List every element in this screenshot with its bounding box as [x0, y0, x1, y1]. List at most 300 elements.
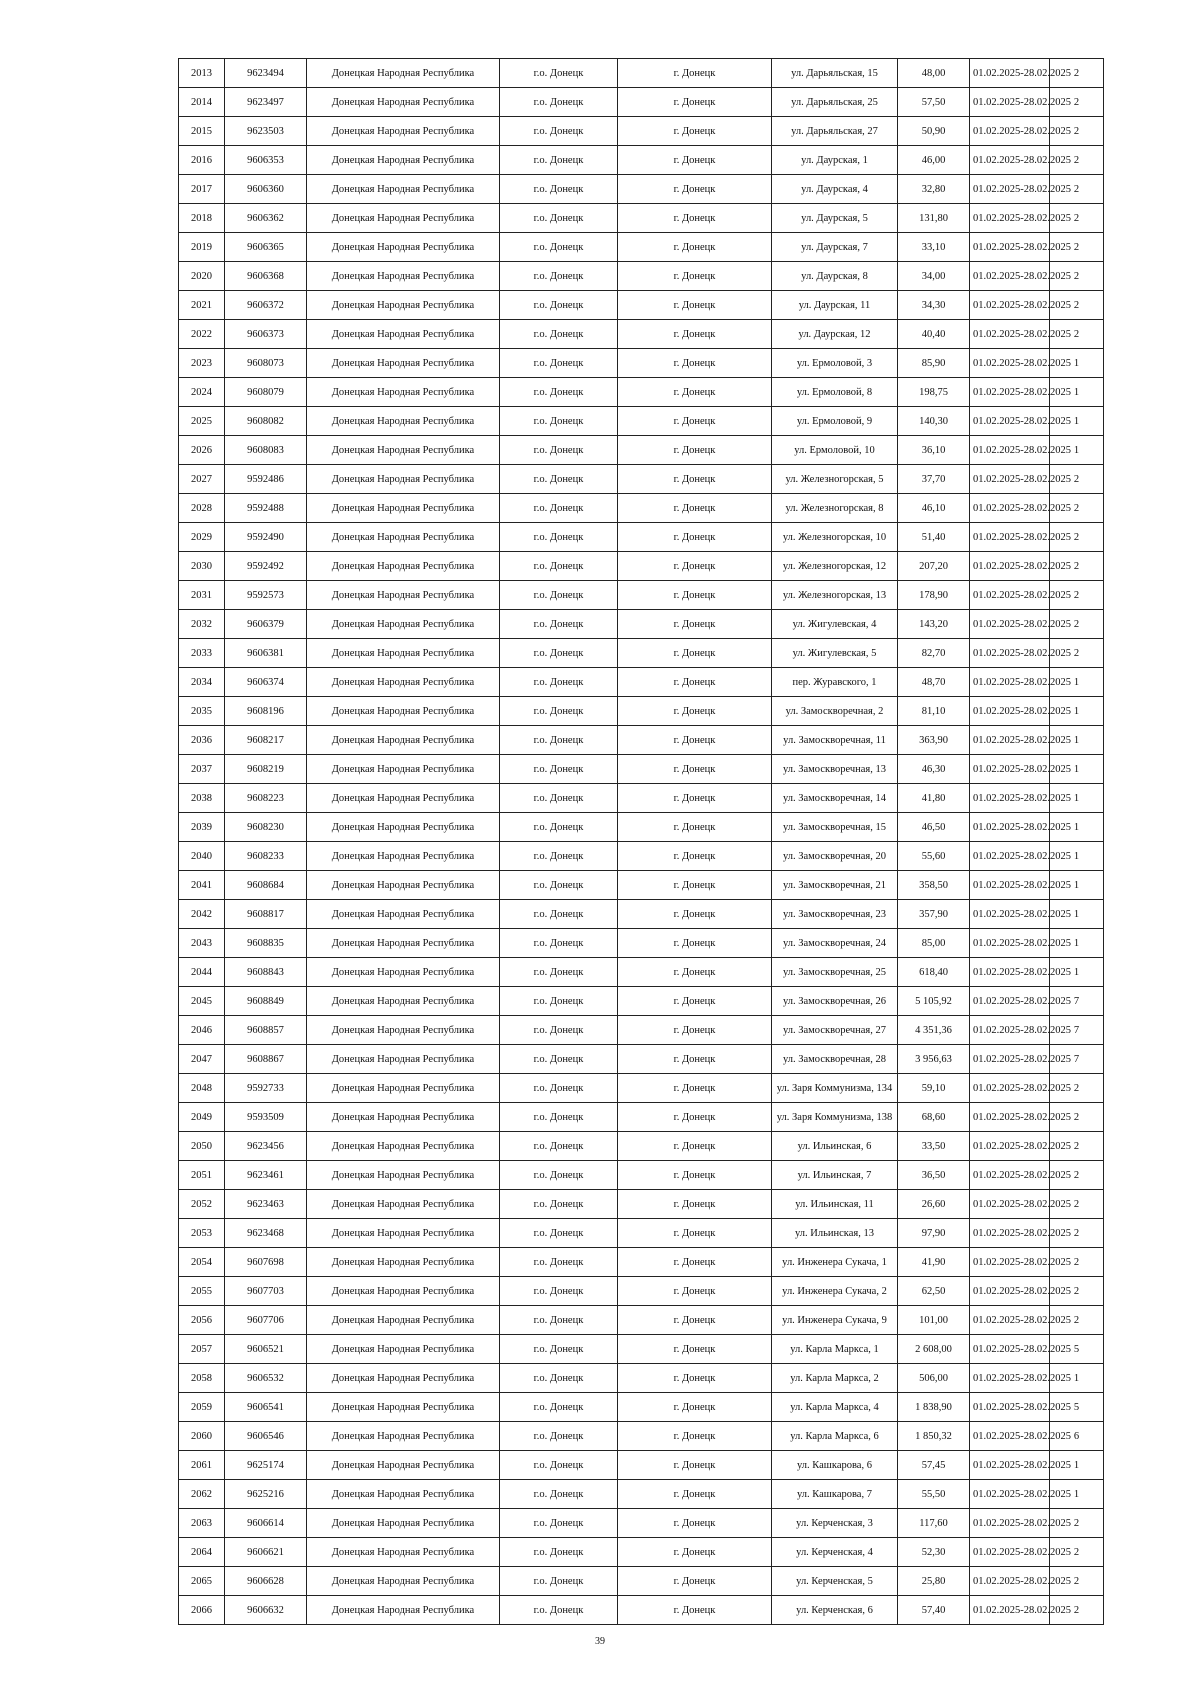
cell-region: Донецкая Народная Республика [307, 175, 500, 204]
cell-address: ул. Железногорская, 13 [772, 581, 898, 610]
cell-count: 2 [1050, 552, 1104, 581]
cell-row-index: 2056 [179, 1306, 225, 1335]
cell-region: Донецкая Народная Республика [307, 1219, 500, 1248]
cell-area: 143,20 [898, 610, 970, 639]
cell-object-id: 9623461 [225, 1161, 307, 1190]
cell-count: 2 [1050, 1248, 1104, 1277]
cell-period: 01.02.2025-28.02.2025 [970, 1306, 1050, 1335]
cell-area: 207,20 [898, 552, 970, 581]
cell-area: 41,90 [898, 1248, 970, 1277]
table-row [179, 1045, 1104, 1074]
cell-row-index: 2064 [179, 1538, 225, 1567]
cell-row-index: 2042 [179, 900, 225, 929]
cell-address: ул. Инженера Сукача, 2 [772, 1277, 898, 1306]
cell-city: г. Донецк [618, 117, 772, 146]
cell-area: 59,10 [898, 1074, 970, 1103]
cell-count: 2 [1050, 233, 1104, 262]
cell-object-id: 9606614 [225, 1509, 307, 1538]
cell-address: ул. Железногорская, 5 [772, 465, 898, 494]
cell-city: г. Донецк [618, 1161, 772, 1190]
cell-city: г. Донецк [618, 697, 772, 726]
cell-object-id: 9608857 [225, 1016, 307, 1045]
cell-object-id: 9606621 [225, 1538, 307, 1567]
table-row [179, 465, 1104, 494]
page-number: 39 [595, 1636, 605, 1647]
cell-count: 1 [1050, 349, 1104, 378]
cell-city: г. Донецк [618, 1219, 772, 1248]
cell-row-index: 2022 [179, 320, 225, 349]
cell-area: 358,50 [898, 871, 970, 900]
cell-municipal-district: г.о. Донецк [500, 494, 618, 523]
cell-row-index: 2057 [179, 1335, 225, 1364]
table-row [179, 1538, 1104, 1567]
cell-city: г. Донецк [618, 175, 772, 204]
cell-row-index: 2041 [179, 871, 225, 900]
cell-object-id: 9592486 [225, 465, 307, 494]
table-row [179, 581, 1104, 610]
cell-row-index: 2060 [179, 1422, 225, 1451]
cell-count: 1 [1050, 436, 1104, 465]
cell-object-id: 9608849 [225, 987, 307, 1016]
cell-period: 01.02.2025-28.02.2025 [970, 204, 1050, 233]
cell-city: г. Донецк [618, 233, 772, 262]
cell-address: ул. Карла Маркса, 4 [772, 1393, 898, 1422]
cell-period: 01.02.2025-28.02.2025 [970, 465, 1050, 494]
cell-region: Донецкая Народная Республика [307, 1016, 500, 1045]
cell-municipal-district: г.о. Донецк [500, 900, 618, 929]
cell-period: 01.02.2025-28.02.2025 [970, 900, 1050, 929]
cell-period: 01.02.2025-28.02.2025 [970, 1161, 1050, 1190]
cell-row-index: 2026 [179, 436, 225, 465]
cell-row-index: 2013 [179, 59, 225, 88]
cell-period: 01.02.2025-28.02.2025 [970, 581, 1050, 610]
cell-address: ул. Замоскворечная, 15 [772, 813, 898, 842]
cell-municipal-district: г.о. Донецк [500, 958, 618, 987]
cell-region: Донецкая Народная Республика [307, 668, 500, 697]
table-row [179, 900, 1104, 929]
cell-municipal-district: г.о. Донецк [500, 871, 618, 900]
table-row [179, 378, 1104, 407]
cell-region: Донецкая Народная Республика [307, 407, 500, 436]
cell-period: 01.02.2025-28.02.2025 [970, 320, 1050, 349]
cell-period: 01.02.2025-28.02.2025 [970, 349, 1050, 378]
cell-area: 140,30 [898, 407, 970, 436]
cell-row-index: 2047 [179, 1045, 225, 1074]
cell-row-index: 2052 [179, 1190, 225, 1219]
cell-count: 7 [1050, 1045, 1104, 1074]
cell-count: 2 [1050, 581, 1104, 610]
cell-region: Донецкая Народная Республика [307, 784, 500, 813]
cell-row-index: 2032 [179, 610, 225, 639]
cell-area: 57,50 [898, 88, 970, 117]
cell-city: г. Донецк [618, 929, 772, 958]
cell-address: ул. Замоскворечная, 21 [772, 871, 898, 900]
cell-address: ул. Дарьяльская, 25 [772, 88, 898, 117]
cell-count: 2 [1050, 1161, 1104, 1190]
cell-object-id: 9606521 [225, 1335, 307, 1364]
cell-object-id: 9608079 [225, 378, 307, 407]
table-row [179, 1596, 1104, 1625]
cell-object-id: 9606381 [225, 639, 307, 668]
cell-row-index: 2049 [179, 1103, 225, 1132]
cell-municipal-district: г.о. Донецк [500, 1248, 618, 1277]
cell-region: Донецкая Народная Республика [307, 581, 500, 610]
cell-object-id: 9608196 [225, 697, 307, 726]
table-row [179, 1509, 1104, 1538]
cell-address: ул. Замоскворечная, 27 [772, 1016, 898, 1045]
cell-address: ул. Ермоловой, 10 [772, 436, 898, 465]
cell-object-id: 9623494 [225, 59, 307, 88]
cell-city: г. Донецк [618, 204, 772, 233]
cell-area: 46,50 [898, 813, 970, 842]
cell-area: 57,45 [898, 1451, 970, 1480]
cell-row-index: 2035 [179, 697, 225, 726]
cell-region: Донецкая Народная Республика [307, 726, 500, 755]
cell-count: 2 [1050, 1277, 1104, 1306]
cell-address: ул. Кашкарова, 7 [772, 1480, 898, 1509]
cell-count: 2 [1050, 523, 1104, 552]
cell-object-id: 9608217 [225, 726, 307, 755]
registry-body [179, 59, 1104, 1625]
cell-address: ул. Инженера Сукача, 1 [772, 1248, 898, 1277]
cell-object-id: 9625216 [225, 1480, 307, 1509]
cell-object-id: 9606379 [225, 610, 307, 639]
cell-object-id: 9592733 [225, 1074, 307, 1103]
cell-region: Донецкая Народная Республика [307, 262, 500, 291]
table-row [179, 668, 1104, 697]
cell-city: г. Донецк [618, 1364, 772, 1393]
cell-city: г. Донецк [618, 668, 772, 697]
cell-count: 2 [1050, 1103, 1104, 1132]
cell-count: 2 [1050, 1219, 1104, 1248]
cell-object-id: 9592488 [225, 494, 307, 523]
cell-region: Донецкая Народная Республика [307, 1277, 500, 1306]
cell-region: Донецкая Народная Республика [307, 349, 500, 378]
cell-city: г. Донецк [618, 146, 772, 175]
table-row [179, 349, 1104, 378]
cell-municipal-district: г.о. Донецк [500, 1190, 618, 1219]
cell-object-id: 9606374 [225, 668, 307, 697]
cell-address: ул. Даурская, 4 [772, 175, 898, 204]
cell-row-index: 2033 [179, 639, 225, 668]
cell-period: 01.02.2025-28.02.2025 [970, 233, 1050, 262]
cell-count: 1 [1050, 378, 1104, 407]
cell-region: Донецкая Народная Республика [307, 320, 500, 349]
cell-address: ул. Керченская, 5 [772, 1567, 898, 1596]
cell-city: г. Донецк [618, 581, 772, 610]
cell-area: 32,80 [898, 175, 970, 204]
cell-count: 2 [1050, 320, 1104, 349]
cell-period: 01.02.2025-28.02.2025 [970, 813, 1050, 842]
table-row [179, 1451, 1104, 1480]
cell-city: г. Донецк [618, 1132, 772, 1161]
cell-municipal-district: г.о. Донецк [500, 233, 618, 262]
document-page [178, 58, 1103, 1625]
cell-municipal-district: г.о. Донецк [500, 1277, 618, 1306]
cell-city: г. Донецк [618, 552, 772, 581]
cell-area: 46,10 [898, 494, 970, 523]
cell-city: г. Донецк [618, 1190, 772, 1219]
cell-city: г. Донецк [618, 59, 772, 88]
cell-period: 01.02.2025-28.02.2025 [970, 378, 1050, 407]
cell-city: г. Донецк [618, 291, 772, 320]
table-row [179, 726, 1104, 755]
cell-area: 36,50 [898, 1161, 970, 1190]
cell-object-id: 9606362 [225, 204, 307, 233]
table-row [179, 958, 1104, 987]
cell-period: 01.02.2025-28.02.2025 [970, 146, 1050, 175]
cell-period: 01.02.2025-28.02.2025 [970, 784, 1050, 813]
cell-region: Донецкая Народная Республика [307, 146, 500, 175]
cell-municipal-district: г.о. Донецк [500, 262, 618, 291]
cell-municipal-district: г.о. Донецк [500, 1422, 618, 1451]
cell-municipal-district: г.о. Донецк [500, 1132, 618, 1161]
cell-municipal-district: г.о. Донецк [500, 1074, 618, 1103]
cell-row-index: 2017 [179, 175, 225, 204]
cell-municipal-district: г.о. Донецк [500, 175, 618, 204]
cell-address: ул. Даурская, 8 [772, 262, 898, 291]
cell-object-id: 9606632 [225, 1596, 307, 1625]
cell-row-index: 2016 [179, 146, 225, 175]
cell-region: Донецкая Народная Республика [307, 552, 500, 581]
cell-period: 01.02.2025-28.02.2025 [970, 1074, 1050, 1103]
cell-region: Донецкая Народная Республика [307, 1248, 500, 1277]
table-row [179, 784, 1104, 813]
cell-address: ул. Керченская, 4 [772, 1538, 898, 1567]
cell-period: 01.02.2025-28.02.2025 [970, 726, 1050, 755]
cell-row-index: 2020 [179, 262, 225, 291]
cell-object-id: 9608843 [225, 958, 307, 987]
cell-row-index: 2015 [179, 117, 225, 146]
cell-count: 2 [1050, 1074, 1104, 1103]
cell-area: 1 850,32 [898, 1422, 970, 1451]
table-row [179, 59, 1104, 88]
cell-region: Донецкая Народная Республика [307, 639, 500, 668]
cell-address: ул. Замоскворечная, 24 [772, 929, 898, 958]
table-row [179, 639, 1104, 668]
cell-period: 01.02.2025-28.02.2025 [970, 523, 1050, 552]
cell-region: Донецкая Народная Республика [307, 900, 500, 929]
cell-city: г. Донецк [618, 958, 772, 987]
cell-address: ул. Заря Коммунизма, 138 [772, 1103, 898, 1132]
cell-period: 01.02.2025-28.02.2025 [970, 1045, 1050, 1074]
cell-object-id: 9606546 [225, 1422, 307, 1451]
cell-area: 1 838,90 [898, 1393, 970, 1422]
cell-region: Донецкая Народная Республика [307, 465, 500, 494]
cell-municipal-district: г.о. Донецк [500, 1480, 618, 1509]
cell-address: ул. Замоскворечная, 11 [772, 726, 898, 755]
cell-object-id: 9608684 [225, 871, 307, 900]
cell-count: 2 [1050, 1132, 1104, 1161]
cell-municipal-district: г.о. Донецк [500, 436, 618, 465]
cell-city: г. Донецк [618, 1567, 772, 1596]
cell-city: г. Донецк [618, 1596, 772, 1625]
cell-count: 1 [1050, 958, 1104, 987]
cell-municipal-district: г.о. Донецк [500, 204, 618, 233]
table-row [179, 494, 1104, 523]
cell-period: 01.02.2025-28.02.2025 [970, 1596, 1050, 1625]
cell-region: Донецкая Народная Республика [307, 871, 500, 900]
cell-address: ул. Ильинская, 13 [772, 1219, 898, 1248]
cell-area: 3 956,63 [898, 1045, 970, 1074]
cell-row-index: 2018 [179, 204, 225, 233]
cell-region: Донецкая Народная Республика [307, 929, 500, 958]
cell-row-index: 2038 [179, 784, 225, 813]
cell-region: Донецкая Народная Республика [307, 291, 500, 320]
cell-address: ул. Даурская, 12 [772, 320, 898, 349]
cell-municipal-district: г.о. Донецк [500, 1161, 618, 1190]
cell-object-id: 9607703 [225, 1277, 307, 1306]
table-row [179, 1132, 1104, 1161]
cell-municipal-district: г.о. Донецк [500, 1335, 618, 1364]
cell-period: 01.02.2025-28.02.2025 [970, 1393, 1050, 1422]
table-row [179, 291, 1104, 320]
cell-city: г. Донецк [618, 726, 772, 755]
cell-object-id: 9608867 [225, 1045, 307, 1074]
cell-address: ул. Замоскворечная, 25 [772, 958, 898, 987]
cell-city: г. Донецк [618, 610, 772, 639]
table-row [179, 697, 1104, 726]
cell-municipal-district: г.о. Донецк [500, 1509, 618, 1538]
cell-municipal-district: г.о. Донецк [500, 378, 618, 407]
cell-count: 1 [1050, 871, 1104, 900]
cell-area: 34,30 [898, 291, 970, 320]
cell-area: 25,80 [898, 1567, 970, 1596]
cell-row-index: 2063 [179, 1509, 225, 1538]
cell-municipal-district: г.о. Донецк [500, 1045, 618, 1074]
cell-count: 6 [1050, 1422, 1104, 1451]
cell-period: 01.02.2025-28.02.2025 [970, 1016, 1050, 1045]
cell-period: 01.02.2025-28.02.2025 [970, 494, 1050, 523]
cell-city: г. Донецк [618, 987, 772, 1016]
table-row [179, 204, 1104, 233]
cell-city: г. Донецк [618, 1074, 772, 1103]
cell-object-id: 9606368 [225, 262, 307, 291]
cell-region: Донецкая Народная Республика [307, 610, 500, 639]
cell-row-index: 2066 [179, 1596, 225, 1625]
cell-region: Донецкая Народная Республика [307, 1364, 500, 1393]
table-row [179, 175, 1104, 204]
cell-city: г. Донецк [618, 1103, 772, 1132]
cell-count: 2 [1050, 1509, 1104, 1538]
cell-area: 41,80 [898, 784, 970, 813]
cell-region: Донецкая Народная Республика [307, 958, 500, 987]
cell-region: Донецкая Народная Республика [307, 755, 500, 784]
cell-object-id: 9623463 [225, 1190, 307, 1219]
cell-municipal-district: г.о. Донецк [500, 784, 618, 813]
cell-area: 82,70 [898, 639, 970, 668]
cell-region: Донецкая Народная Республика [307, 1190, 500, 1219]
cell-period: 01.02.2025-28.02.2025 [970, 639, 1050, 668]
cell-municipal-district: г.о. Донецк [500, 668, 618, 697]
cell-row-index: 2051 [179, 1161, 225, 1190]
cell-period: 01.02.2025-28.02.2025 [970, 871, 1050, 900]
cell-area: 36,10 [898, 436, 970, 465]
cell-city: г. Донецк [618, 842, 772, 871]
cell-period: 01.02.2025-28.02.2025 [970, 552, 1050, 581]
cell-count: 1 [1050, 1451, 1104, 1480]
cell-area: 81,10 [898, 697, 970, 726]
cell-region: Донецкая Народная Республика [307, 1567, 500, 1596]
cell-municipal-district: г.о. Донецк [500, 117, 618, 146]
cell-count: 1 [1050, 726, 1104, 755]
cell-period: 01.02.2025-28.02.2025 [970, 1538, 1050, 1567]
cell-address: ул. Замоскворечная, 2 [772, 697, 898, 726]
cell-municipal-district: г.о. Донецк [500, 59, 618, 88]
cell-area: 62,50 [898, 1277, 970, 1306]
cell-object-id: 9608083 [225, 436, 307, 465]
cell-area: 68,60 [898, 1103, 970, 1132]
cell-object-id: 9606372 [225, 291, 307, 320]
cell-period: 01.02.2025-28.02.2025 [970, 1451, 1050, 1480]
cell-region: Донецкая Народная Республика [307, 1596, 500, 1625]
cell-city: г. Донецк [618, 1335, 772, 1364]
cell-area: 2 608,00 [898, 1335, 970, 1364]
cell-address: пер. Журавского, 1 [772, 668, 898, 697]
cell-row-index: 2029 [179, 523, 225, 552]
table-row [179, 88, 1104, 117]
cell-period: 01.02.2025-28.02.2025 [970, 88, 1050, 117]
cell-count: 2 [1050, 88, 1104, 117]
table-row [179, 1074, 1104, 1103]
cell-address: ул. Ильинская, 11 [772, 1190, 898, 1219]
cell-area: 37,70 [898, 465, 970, 494]
cell-count: 2 [1050, 262, 1104, 291]
cell-period: 01.02.2025-28.02.2025 [970, 1103, 1050, 1132]
cell-count: 1 [1050, 842, 1104, 871]
cell-address: ул. Инженера Сукача, 9 [772, 1306, 898, 1335]
table-row [179, 610, 1104, 639]
cell-municipal-district: г.о. Донецк [500, 320, 618, 349]
cell-area: 57,40 [898, 1596, 970, 1625]
table-row [179, 755, 1104, 784]
cell-municipal-district: г.о. Донецк [500, 291, 618, 320]
cell-municipal-district: г.о. Донецк [500, 1538, 618, 1567]
cell-row-index: 2040 [179, 842, 225, 871]
table-row [179, 552, 1104, 581]
cell-region: Донецкая Народная Республика [307, 1393, 500, 1422]
table-row [179, 1393, 1104, 1422]
table-row [179, 1016, 1104, 1045]
cell-area: 198,75 [898, 378, 970, 407]
cell-city: г. Донецк [618, 755, 772, 784]
cell-row-index: 2030 [179, 552, 225, 581]
cell-period: 01.02.2025-28.02.2025 [970, 1219, 1050, 1248]
table-row [179, 117, 1104, 146]
cell-count: 5 [1050, 1393, 1104, 1422]
cell-area: 117,60 [898, 1509, 970, 1538]
cell-address: ул. Керченская, 3 [772, 1509, 898, 1538]
cell-address: ул. Даурская, 1 [772, 146, 898, 175]
cell-municipal-district: г.о. Донецк [500, 146, 618, 175]
cell-area: 55,60 [898, 842, 970, 871]
table-row [179, 929, 1104, 958]
registry-table [178, 58, 1104, 1625]
cell-region: Донецкая Народная Республика [307, 88, 500, 117]
cell-municipal-district: г.о. Донецк [500, 407, 618, 436]
cell-region: Донецкая Народная Республика [307, 1451, 500, 1480]
cell-address: ул. Карла Маркса, 2 [772, 1364, 898, 1393]
cell-municipal-district: г.о. Донецк [500, 987, 618, 1016]
cell-area: 33,10 [898, 233, 970, 262]
cell-municipal-district: г.о. Донецк [500, 1364, 618, 1393]
cell-city: г. Донецк [618, 1480, 772, 1509]
table-row [179, 436, 1104, 465]
cell-region: Донецкая Народная Республика [307, 813, 500, 842]
cell-period: 01.02.2025-28.02.2025 [970, 1567, 1050, 1596]
cell-municipal-district: г.о. Донецк [500, 465, 618, 494]
cell-area: 357,90 [898, 900, 970, 929]
